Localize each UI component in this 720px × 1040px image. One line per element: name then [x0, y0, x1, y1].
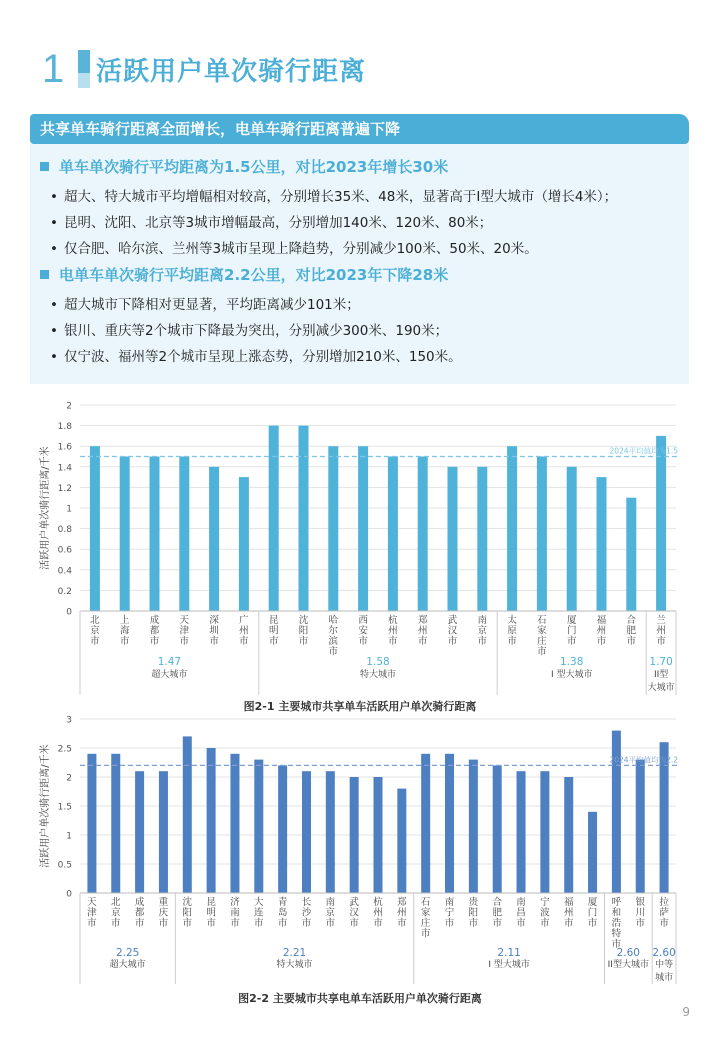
x-tick-label: 庄: [537, 636, 547, 647]
x-tick-label: 宁: [444, 907, 455, 919]
bar: [567, 467, 577, 611]
x-tick-label: 市: [111, 918, 121, 929]
x-tick-label: 圳: [209, 625, 219, 637]
x-tick-label: 明: [206, 907, 216, 919]
x-tick-label: 市: [537, 646, 547, 658]
x-tick-label: 都: [134, 907, 145, 919]
chart2-caption: 图2-2 主要城市共享电单车活跃用户单次骑行距离: [238, 992, 482, 1005]
group-name: 大城市: [647, 683, 675, 693]
x-tick-label: 汉: [447, 625, 458, 637]
bar: [588, 812, 597, 893]
x-tick-label: 市: [119, 636, 130, 647]
x-tick-label: 市: [277, 918, 288, 929]
y-tick-label: 1: [66, 504, 72, 515]
x-tick-label: 家: [537, 625, 547, 637]
x-tick-label: 合: [626, 615, 637, 626]
section-header: [42, 48, 366, 90]
y-tick-label: 0.6: [57, 545, 72, 556]
y-axis-label: 活跃用户单次骑行距离/千米: [40, 744, 51, 868]
bar: [239, 477, 249, 611]
bar: [328, 446, 338, 611]
bike-point-1-text: 超大、特大城市平均增幅相对较高，分别增长35米、48米，显著高于I型大城市（增长4米）；: [64, 189, 618, 205]
bar: [388, 457, 398, 612]
x-tick-label: 肥: [626, 625, 637, 637]
x-tick-label: 滨: [328, 636, 339, 647]
y-tick-label: 1.4: [57, 463, 72, 474]
ebike-point-1: [50, 293, 360, 313]
x-tick-label: 昆: [206, 897, 216, 908]
bar: [120, 457, 130, 612]
x-tick-label: 州: [397, 907, 407, 919]
x-tick-label: 南: [230, 907, 240, 919]
x-tick-label: 大: [254, 897, 264, 908]
x-tick-label: 昌: [516, 907, 526, 919]
x-tick-label: 市: [388, 636, 398, 647]
x-tick-label: 州: [239, 625, 249, 637]
section-accent-bar: [78, 50, 90, 88]
page-number: 9: [682, 1005, 690, 1019]
x-tick-label: 市: [325, 918, 336, 929]
x-tick-label: 庄: [420, 918, 431, 929]
bar: [269, 426, 279, 611]
x-tick-label: 北: [111, 897, 121, 908]
group-name: I 型大城市: [550, 670, 593, 680]
group-name: II型大城市: [607, 960, 649, 970]
bar: [636, 760, 645, 893]
x-tick-label: 市: [587, 918, 598, 929]
bar: [517, 771, 526, 893]
x-tick-label: 太: [507, 615, 517, 626]
bar: [150, 457, 160, 612]
bullet-dot-icon: •: [50, 323, 58, 339]
x-tick-label: 沈: [182, 897, 193, 908]
bullet-dot-icon: •: [50, 241, 58, 257]
x-tick-label: 京: [325, 907, 336, 919]
group-average: 1.47: [157, 656, 182, 668]
x-tick-label: 市: [516, 918, 526, 929]
x-tick-label: 昆: [268, 615, 279, 626]
bar: [626, 498, 636, 611]
x-tick-label: 门: [566, 625, 577, 637]
x-tick-label: 南: [325, 897, 336, 908]
ebike-summary-title: [40, 264, 448, 285]
x-tick-label: 宁: [540, 897, 550, 908]
x-tick-label: 长: [301, 897, 312, 908]
x-tick-label: 北: [90, 615, 100, 626]
x-tick-label: 川: [635, 907, 645, 919]
x-tick-label: 西: [358, 615, 368, 626]
x-tick-label: 和: [611, 907, 622, 919]
x-tick-label: 呼: [611, 897, 622, 908]
bar: [358, 446, 368, 611]
y-axis-label: 活跃用户单次骑行距离/千米: [40, 446, 51, 570]
y-tick-label: 0.4: [57, 566, 72, 577]
x-tick-label: 合: [492, 897, 502, 908]
x-tick-label: 郑: [417, 615, 428, 626]
x-tick-label: 沈: [298, 615, 309, 626]
group-average: 1.70: [649, 656, 673, 668]
bar: [111, 754, 120, 893]
bar: [326, 771, 335, 893]
x-tick-label: 福: [563, 897, 574, 908]
x-tick-label: 岛: [277, 907, 288, 919]
x-tick-label: 厦: [566, 615, 577, 626]
x-tick-label: 州: [656, 625, 666, 637]
x-tick-label: 南: [444, 897, 455, 908]
reference-label: 2024平均值均为2.2: [609, 755, 678, 765]
x-tick-label: 成: [149, 615, 160, 626]
bar: [299, 426, 309, 611]
x-tick-label: 阳: [468, 907, 479, 919]
x-tick-label: 市: [87, 918, 97, 929]
bar: [418, 457, 428, 612]
x-tick-label: 市: [209, 636, 219, 647]
x-tick-label: 连: [254, 907, 264, 919]
x-tick-label: 市: [349, 918, 359, 929]
group-name: 特大城市: [276, 960, 313, 970]
x-tick-label: 厦: [587, 897, 598, 908]
ebike-point-3: [50, 345, 462, 365]
group-name: 中等: [655, 960, 674, 970]
bar: [207, 748, 216, 893]
x-tick-label: 原: [507, 625, 517, 637]
y-tick-label: 1.8: [57, 422, 72, 433]
x-tick-label: 市: [656, 636, 666, 647]
group-name: I 型大城市: [488, 960, 530, 970]
x-tick-label: 特: [611, 928, 622, 940]
x-tick-label: 尔: [328, 625, 339, 637]
bar: [537, 457, 547, 612]
bar: [477, 467, 487, 611]
x-tick-label: 市: [563, 918, 574, 929]
bar: [421, 754, 430, 893]
x-tick-label: 萨: [659, 907, 669, 919]
x-tick-label: 杭: [373, 897, 383, 908]
x-tick-label: 拉: [659, 897, 669, 908]
x-tick-label: 市: [230, 918, 240, 929]
bike-point-3: [50, 237, 538, 257]
x-tick-label: 市: [420, 928, 431, 940]
x-tick-label: 市: [444, 918, 455, 929]
group-name: 特大城市: [359, 670, 397, 680]
x-tick-label: 哈: [328, 615, 339, 626]
bar: [254, 760, 263, 893]
bar: [493, 765, 502, 893]
x-tick-label: 肥: [492, 907, 502, 919]
x-tick-label: 市: [477, 636, 488, 647]
bar: [278, 765, 287, 893]
y-tick-label: 2: [66, 773, 72, 784]
bar: [135, 771, 144, 893]
group-average: 2.21: [282, 947, 307, 959]
x-tick-label: 南: [477, 615, 488, 626]
ebike-point-3-text: 仅宁波、福州等2个城市呈现上涨态势，分别增加210米、150米。: [64, 349, 462, 365]
bar: [350, 777, 359, 893]
x-tick-label: 武: [447, 615, 458, 626]
x-tick-label: 市: [417, 636, 428, 647]
x-tick-label: 武: [349, 897, 359, 908]
x-tick-label: 杭: [388, 615, 398, 626]
group-name: 超大城市: [151, 670, 188, 680]
group-average: 2.11: [497, 947, 521, 959]
x-tick-label: 青: [277, 897, 288, 908]
x-tick-label: 市: [134, 918, 145, 929]
x-tick-label: 南: [516, 897, 526, 908]
bar: [90, 446, 100, 611]
x-tick-label: 石: [537, 615, 547, 626]
bike-point-2-text: 昆明、沈阳、北京等3城市增幅最高，分别增加140米、120米、80米；: [64, 215, 493, 231]
x-tick-label: 阳: [182, 907, 193, 919]
bar: [469, 760, 478, 893]
x-tick-label: 市: [540, 918, 550, 929]
x-tick-label: 市: [468, 918, 479, 929]
x-tick-label: 市: [298, 636, 309, 647]
square-bullet-icon: [40, 162, 49, 171]
y-tick-label: 0: [66, 889, 72, 900]
x-tick-label: 都: [149, 625, 160, 637]
x-tick-label: 市: [659, 918, 669, 929]
x-tick-label: 庆: [158, 907, 169, 919]
bar: [445, 754, 454, 893]
y-tick-label: 0.5: [57, 860, 72, 871]
x-tick-label: 津: [179, 625, 190, 637]
x-tick-label: 州: [596, 625, 607, 637]
y-tick-label: 1.5: [57, 802, 72, 813]
x-tick-label: 市: [328, 646, 339, 658]
x-tick-label: 州: [373, 907, 383, 919]
y-tick-label: 3: [66, 715, 72, 726]
x-tick-label: 市: [239, 636, 249, 647]
bike-point-2: [50, 211, 492, 231]
bar: [230, 754, 239, 893]
x-tick-label: 海: [119, 625, 130, 637]
x-tick-label: 市: [611, 939, 622, 950]
summary-headline: 共享单车骑行距离全面增长，电单车骑行距离普遍下降: [30, 114, 689, 144]
x-tick-label: 市: [206, 918, 216, 929]
group-average: 1.58: [366, 656, 390, 668]
y-tick-label: 1: [66, 831, 72, 842]
group-average: 2.60: [652, 947, 676, 959]
x-tick-label: 深: [209, 615, 219, 626]
bar: [397, 789, 406, 893]
bullet-dot-icon: •: [50, 349, 58, 365]
x-tick-label: 京: [111, 907, 121, 919]
ebike-point-1-text: 超大城市下降相对更显著，平均距离减少101米；: [64, 297, 360, 313]
x-tick-label: 津: [87, 907, 97, 919]
x-tick-label: 州: [417, 625, 428, 637]
section-title: 活跃用户单次骑行距离: [96, 56, 367, 87]
x-tick-label: 市: [179, 636, 190, 647]
bar: [540, 771, 549, 893]
x-tick-label: 福: [596, 615, 607, 626]
x-tick-label: 京: [477, 625, 488, 637]
ebike-summary-title-text: 电单车单次骑行平均距离2.2公里，对比2023年下降28米: [59, 266, 449, 284]
x-tick-label: 石: [420, 897, 431, 908]
x-tick-label: 市: [492, 918, 502, 929]
bike-distance-chart: [0, 395, 720, 695]
group-average: 2.25: [115, 947, 140, 959]
x-tick-label: 门: [587, 907, 598, 919]
x-tick-label: 市: [358, 636, 368, 647]
x-tick-label: 天: [87, 897, 97, 908]
x-tick-label: 市: [254, 918, 264, 929]
x-tick-label: 京: [90, 625, 100, 637]
y-tick-label: 2.5: [57, 744, 72, 755]
bar: [87, 754, 96, 893]
bar: [507, 446, 517, 611]
x-tick-label: 汉: [349, 907, 359, 919]
y-tick-label: 0.8: [57, 525, 72, 536]
bar: [564, 777, 573, 893]
group-name: II型: [653, 670, 669, 680]
x-tick-label: 市: [158, 918, 169, 929]
x-tick-label: 市: [268, 636, 279, 647]
group-average: 2.60: [616, 947, 641, 959]
group-average: 1.38: [560, 656, 584, 668]
y-tick-label: 1.6: [57, 442, 72, 453]
ebike-distance-chart: [0, 712, 720, 984]
y-tick-label: 2: [66, 401, 72, 412]
bike-summary-title: [40, 156, 448, 177]
x-tick-label: 明: [268, 625, 279, 637]
bar: [159, 771, 168, 893]
reference-label: 2024平均值均为1.5: [609, 446, 678, 456]
bar: [302, 771, 311, 893]
x-tick-label: 家: [420, 907, 431, 919]
ebike-point-2-text: 银川、重庆等2个城市下降最为突出，分别减少300米、190米；: [64, 323, 449, 339]
x-tick-label: 波: [540, 907, 550, 919]
x-tick-label: 市: [397, 918, 407, 929]
x-tick-label: 市: [373, 918, 383, 929]
x-tick-label: 广: [239, 615, 249, 626]
bullet-dot-icon: •: [50, 297, 58, 313]
bar: [179, 457, 189, 612]
x-tick-label: 市: [90, 636, 100, 647]
x-tick-label: 上: [119, 615, 130, 626]
x-tick-label: 市: [626, 636, 637, 647]
bike-point-1: [50, 185, 617, 205]
x-tick-label: 兰: [656, 615, 666, 626]
y-tick-label: 1.2: [57, 483, 72, 494]
bike-summary-title-text: 单车单次骑行平均距离为1.5公里，对比2023年增长30米: [59, 158, 449, 176]
x-tick-label: 贵: [468, 897, 479, 908]
x-tick-label: 市: [301, 918, 312, 929]
x-tick-label: 成: [134, 897, 145, 908]
bike-point-3-text: 仅合肥、哈尔滨、兰州等3城市呈现上降趋势，分别减少100米、50米、20米。: [64, 241, 538, 257]
bar: [597, 477, 607, 611]
x-tick-label: 市: [635, 918, 645, 929]
x-tick-label: 天: [179, 615, 190, 626]
group-name: 超大城市: [109, 960, 146, 970]
x-tick-label: 重: [158, 897, 169, 908]
x-tick-label: 市: [447, 636, 458, 647]
x-tick-label: 银: [635, 897, 645, 908]
bar: [374, 777, 383, 893]
chart1-caption: 图2-1 主要城市共享单车活跃用户单次骑行距离: [243, 700, 477, 713]
x-tick-label: 阳: [298, 625, 309, 637]
x-tick-label: 安: [358, 625, 368, 637]
x-tick-label: 沙: [301, 907, 312, 919]
x-tick-label: 州: [563, 907, 574, 919]
group-name: 城市: [655, 973, 674, 983]
y-tick-label: 0: [66, 607, 72, 618]
x-tick-label: 市: [596, 636, 607, 647]
bar: [183, 736, 192, 893]
bullet-dot-icon: •: [50, 189, 58, 205]
x-tick-label: 市: [149, 636, 160, 647]
bar: [656, 436, 666, 611]
x-tick-label: 济: [230, 897, 240, 908]
y-tick-label: 0.2: [57, 586, 72, 597]
x-tick-label: 市: [182, 918, 193, 929]
x-tick-label: 郑: [397, 897, 407, 908]
x-tick-label: 州: [388, 625, 398, 637]
bar: [209, 467, 219, 611]
x-tick-label: 市: [507, 636, 517, 647]
x-tick-label: 浩: [611, 918, 622, 929]
ebike-point-2: [50, 319, 448, 339]
section-number: 1: [42, 47, 65, 91]
square-bullet-icon: [40, 270, 49, 279]
bar: [448, 467, 458, 611]
x-tick-label: 市: [566, 636, 577, 647]
bullet-dot-icon: •: [50, 215, 58, 231]
